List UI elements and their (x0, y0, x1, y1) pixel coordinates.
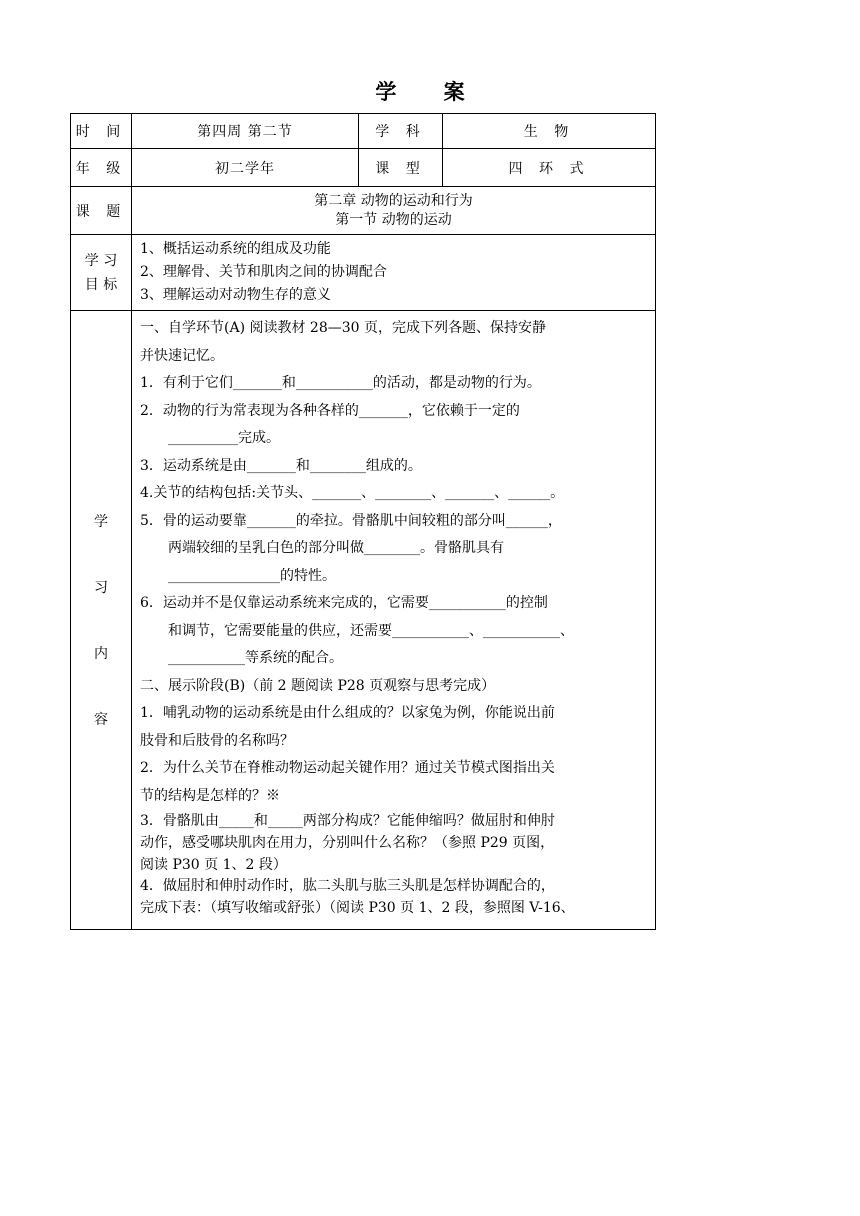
content-body (132, 311, 656, 930)
content-label-char: 内 (94, 646, 108, 662)
question-3: 3．运动系统是由_______和________组成的。 (140, 457, 422, 474)
goals-label-line2: 目 标 (84, 276, 118, 293)
time-value: 第四周 第二节 (132, 114, 359, 149)
row-content (71, 311, 656, 930)
goals-list (132, 235, 656, 311)
topic-label: 课 题 (71, 187, 132, 235)
b-question-3-cont: 动作，感受哪块肌肉在用力，分别叫什么名称？（参照 P29 页图， (140, 835, 555, 851)
question-6-cont: 和调节，它需要能量的供应，还需要___________、___________、 (168, 622, 574, 639)
type-value: 四 环 式 (443, 149, 656, 187)
section-a-heading: 一、自学环节(A) 阅读教材 28—30 页，完成下列各题、保持安静 (140, 320, 547, 336)
question-2-cont: __________完成。 (168, 430, 280, 446)
b-question-1-cont: 肢骨和后肢骨的名称吗？ (140, 732, 294, 749)
b-question-3-cont: 阅读 P30 页 1、2 段） (140, 857, 287, 873)
b-question-3: 3．骨骼肌由_____和_____两部分构成？它能伸缩吗？做屈肘和伸肘 (140, 813, 555, 829)
topic-chapter: 第二章 动物的运动和行为 (314, 192, 473, 209)
row-time-subject (71, 114, 656, 149)
row-grade-type (71, 149, 656, 187)
goal-item: 3、理解运动对动物生存的意义 (140, 287, 331, 303)
section-b-heading: 二、展示阶段(B)（前 2 题阅读 P28 页观察与思考完成） (140, 677, 496, 694)
goals-label-line1: 学 习 (84, 252, 118, 269)
subject-label: 学 科 (359, 114, 443, 149)
question-5-cont: ________________的特性。 (168, 567, 336, 584)
topic-cell (132, 187, 656, 235)
question-1: 1．有利于它们_______和___________的活动，都是动物的行为。 (140, 375, 541, 391)
goals-label (71, 235, 132, 311)
row-goals (71, 235, 656, 311)
b-question-4-cont: 完成下表：（填写收缩或舒张）（阅读 P30 页 1、2 段，参照图 V-16、 (140, 899, 575, 916)
question-2: 2．动物的行为常表现为各种各样的_______，它依赖于一定的 (140, 402, 520, 419)
goal-item: 2、理解骨、关节和肌肉之间的协调配合 (140, 264, 387, 280)
b-question-2-cont: 节的结构是怎样的？※ (140, 787, 280, 804)
question-6: 6．运动并不是仅靠运动系统来完成的，它需要___________的控制 (140, 595, 548, 611)
section-a-heading-cont: 并快速记忆。 (140, 347, 224, 364)
topic-section: 第一节 动物的运动 (335, 211, 452, 228)
type-label: 课 型 (359, 149, 443, 187)
document-title: 学 案 (375, 79, 485, 104)
goal-item: 1、概括运动系统的组成及功能 (140, 241, 331, 257)
time-label: 时 间 (71, 114, 132, 149)
content-label-char: 学 (94, 514, 108, 530)
question-6-cont: ___________等系统的配合。 (168, 650, 343, 666)
b-question-4: 4．做屈肘和伸肘动作时，肱二头肌与肱三头肌是怎样协调配合的， (140, 878, 555, 894)
row-topic (71, 187, 656, 235)
b-question-2: 2．为什么关节在脊椎动物运动起关键作用？通过关节模式图指出关 (140, 760, 555, 776)
subject-value: 生 物 (443, 114, 656, 149)
grade-label: 年 级 (71, 149, 132, 187)
question-5-cont: 两端较细的呈乳白色的部分叫做________。骨骼肌具有 (168, 540, 504, 556)
lesson-plan-table (70, 113, 656, 930)
content-label (71, 311, 132, 930)
grade-value: 初二学年 (132, 149, 359, 187)
question-4: 4.关节的结构包括:关节头、_______、________、_______、______。 (140, 485, 565, 501)
b-question-1: 1．哺乳动物的运动系统是由什么组成的？以家兔为例，你能说出前 (140, 705, 555, 721)
content-label-char: 容 (94, 712, 108, 728)
content-label-char: 习 (94, 580, 108, 596)
question-5: 5．骨的运动要靠_______的牵拉。骨骼肌中间较粗的部分叫______， (140, 512, 562, 529)
